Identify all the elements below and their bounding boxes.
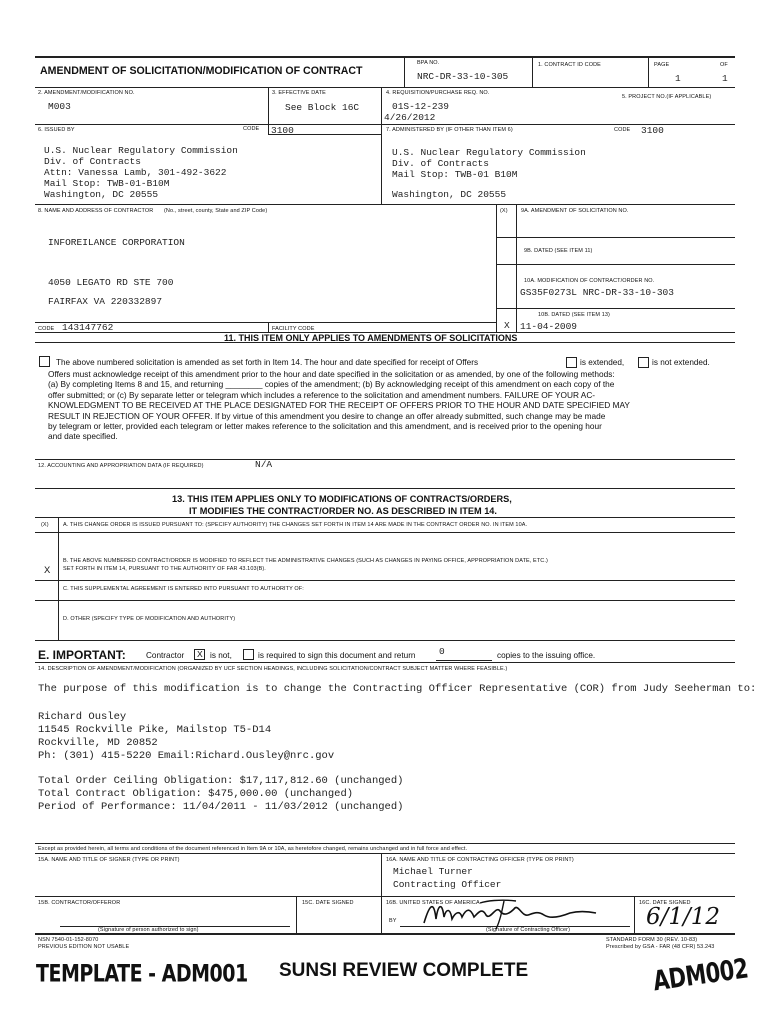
item13-c-text: C. THIS SUPPLEMENTAL AGREEMENT IS ENTERED INTO PURSUANT TO AUTHORITY OF: — [63, 586, 304, 592]
vline-row2-2 — [381, 87, 382, 124]
important-contractor: Contractor — [146, 651, 185, 660]
rule-item12-top — [35, 459, 735, 460]
nsn-text: NSN 7540-01-152-8070 — [38, 937, 99, 943]
admin-code-label: CODE — [614, 127, 631, 133]
item13-title-2: IT MODIFIES THE CONTRACT/ORDER NO. AS DESCRIBED IN ITEM 14. — [189, 506, 497, 516]
item13-d-text: D. OTHER (SPECIFY TYPE OF MODIFICATION AND AUTHORITY) — [63, 616, 236, 622]
issued-line-3: Attn: Vanessa Lamb, 301-492-3622 — [44, 167, 227, 178]
rule-10a — [496, 308, 735, 309]
contractor-city: FAIRFAX VA 220332897 — [48, 296, 163, 307]
item14-line-9: Total Contract Obligation: $475,000.00 (unchanged) — [38, 788, 354, 800]
item13-a-text: A. THIS CHANGE ORDER IS ISSUED PURSUANT TO: (SPECIFY AUTHORITY) THE CHANGES SET FORTH IN ITEM 14 ARE MADE IN THE CONTRACT ORDER NO. IN ITEM 10A. — [63, 522, 528, 528]
vline-15c — [296, 896, 297, 933]
contractor-code-value: 143147762 — [62, 322, 114, 333]
vline-row8-x — [496, 204, 497, 332]
project-label: 5. PROJECT NO.(IF APPLICABLE) — [622, 94, 712, 100]
officer-signature — [420, 897, 600, 931]
of-label: OF — [720, 62, 728, 68]
officer-name: Michael Turner — [393, 866, 473, 877]
requisition-value-1: 01S-12-239 — [392, 101, 450, 112]
contractor-hint: (No., street, county, State and ZIP Code) — [164, 208, 268, 214]
item14-line-5: Rockville, MD 20852 — [38, 737, 158, 749]
signature-person-label: (Signature of person authorized to sign) — [98, 927, 199, 933]
mod-label: 10A. MODIFICATION OF CONTRACT/ORDER NO. — [524, 278, 655, 284]
usa-label: 16B. UNITED STATES OF AMERICA — [386, 900, 480, 906]
item11-para-line: and date specified. — [48, 431, 118, 442]
item11-para-line: (a) By completing Items 8 and 15, and returning ________ copies of the amendment; (b) By acknowledging receipt of this amendment on each copy of the — [48, 379, 615, 390]
by-label: BY — [389, 918, 397, 924]
rule-9a — [496, 237, 735, 238]
rule-13a — [35, 532, 735, 533]
important-copies-text: copies to the issuing office. — [497, 651, 596, 660]
dated-10b-value: 11-04-2009 — [520, 321, 578, 332]
rule-9b — [496, 264, 735, 265]
officer-label: 16A. NAME AND TITLE OF CONTRACTING OFFICER (TYPE OR PRINT) — [386, 857, 574, 863]
contractor-name: INFOREILANCE CORPORATION — [48, 237, 185, 248]
previous-edition-text: PREVIOUS EDITION NOT USABLE — [38, 944, 130, 950]
item13-x-col: (X) — [41, 522, 49, 528]
dated-9b-label: 9B. DATED (SEE ITEM 11) — [524, 248, 593, 254]
item14-line-3: Richard Ousley — [38, 711, 127, 723]
item11-line1: The above numbered solicitation is amended as set forth in Item 14. The hour and date specified for receipt of Offers — [56, 358, 479, 367]
rule-item12-bottom — [35, 488, 735, 489]
signature-co-label: (Signature of Contracting Officer) — [486, 927, 571, 933]
is-extended-text: is extended, — [580, 358, 625, 367]
sunsi-stamp: SUNSI REVIEW COMPLETE — [279, 960, 529, 981]
is-not-mark: X — [197, 649, 203, 660]
vline-header-1 — [404, 56, 405, 87]
item13-b-text-2: SET FORTH IN ITEM 14, PURSUANT TO THE AUTHORITY OF FAR 43.103(B). — [63, 566, 266, 572]
item11-para-line: Offers must acknowledge receipt of this amendment prior to the hour and date specified in the solicitation or as amended, by one of the following methods: — [48, 369, 615, 379]
item13-b-mark: X — [44, 565, 51, 577]
issued-by-label: 6. ISSUED BY — [38, 127, 75, 133]
admin-line-2: Div. of Contracts — [392, 158, 489, 169]
rule-form-bottom — [35, 933, 735, 935]
item14-label: 14. DESCRIPTION OF AMENDMENT/MODIFICATION (ORGANIZED BY UCF SECTION HEADINGS, INCLUDING SOLICITATION/CONTRACT SUBJECT MATTER WHERE FEASIBLE.) — [38, 666, 508, 672]
rule-important — [35, 662, 735, 663]
important-is-required: is required to sign this document and return — [258, 651, 416, 660]
rule-item13-title — [35, 517, 735, 518]
vline-header-3 — [648, 56, 649, 87]
admin-code-value: 3100 — [641, 125, 664, 136]
item11-para-line: offer submitted; or (c) By separate letter or telegram which includes a reference to the solicitation and amendment numbers. FAILURE OF YOUR AC- — [48, 389, 596, 400]
vline-row6 — [381, 124, 382, 204]
rule-header-bottom — [35, 87, 735, 88]
adm-stamp: ADM002 — [651, 952, 750, 997]
form-title: AMENDMENT OF SOLICITATION/MODIFICATION OF CONTRACT — [40, 65, 363, 77]
rule-item14-bottom — [35, 843, 735, 844]
top-rule — [35, 56, 735, 58]
signer-label: 15A. NAME AND TITLE OF SIGNER (TYPE OR PRINT) — [38, 857, 180, 863]
template-stamp: TEMPLATE - ADM001 — [36, 960, 248, 988]
page-value: 1 — [675, 73, 681, 84]
prescribed-text: Prescribed by GSA - FAR (48 CFR) 53.243 — [606, 944, 715, 950]
rule-15a — [35, 896, 735, 897]
important-is-not: is not, — [210, 651, 232, 660]
date-signed-16c: 16C. DATE SIGNED — [639, 900, 691, 906]
item11-para-line: by telegram or letter, provided each telegram or letter makes reference to the solicitation and this amendment, and is received prior to the opening hour — [48, 421, 602, 432]
except-text: Except as provided herein, all terms and conditions of the document referenced in Item 9A or 10A, as heretofore changed, remains unchanged and in full force and effect. — [38, 846, 468, 852]
accounting-label: 12. ACCOUNTING AND APPROPRIATION DATA (IF REQUIRED) — [38, 463, 204, 469]
item14-line-4: 11545 Rockville Pike, Mailstop T5-D14 — [38, 724, 272, 736]
vline-facility — [268, 322, 269, 332]
effective-date-value: See Block 16C — [285, 102, 360, 113]
page-label: PAGE — [654, 62, 670, 68]
admin-line-5: Washington, DC 20555 — [392, 189, 507, 200]
vline-row8-main — [516, 204, 517, 332]
contractor-street: 4050 LEGATO RD STE 700 — [48, 277, 174, 288]
item14-line-10: Period of Performance: 11/04/2011 - 11/03/2012 (unchanged) — [38, 801, 404, 813]
vline-header-2 — [532, 56, 533, 87]
item14-line-1: The purpose of this modification is to change the Contracting Officer Representative (COR) from Judy Seeherman to: — [38, 683, 757, 695]
bpa-label: BPA NO. — [417, 60, 440, 66]
issued-code-value: 3100 — [271, 125, 294, 136]
accounting-value: N/A — [255, 459, 273, 470]
amend-sol-label: 9A. AMENDMENT OF SOLICITATION NO. — [521, 208, 629, 214]
contractor-offeror-label: 15B. CONTRACTOR/OFFEROR — [38, 900, 121, 906]
not-extended-checkbox[interactable] — [638, 357, 649, 368]
copies-underline — [436, 660, 492, 661]
rule-13d — [35, 640, 735, 641]
mod-value: GS35F0273L NRC-DR-33-10-303 — [520, 287, 674, 298]
item11-para-line: KNOWLEDGMENT TO BE RECEIVED AT THE PLACE DESIGNATED FOR THE RECEIPT OF OFFERS PRIOR TO THE HOUR AND DATE SPECIFIED MAY — [48, 400, 630, 411]
item14-line-8: Total Order Ceiling Obligation: $17,117,812.60 (unchanged) — [38, 775, 404, 787]
item13-b-text-1: B. THE ABOVE NUMBERED CONTRACT/ORDER IS MODIFIED TO REFLECT THE ADMINISTRATIVE CHANGES (SUCH AS CHANGES IN PAYING OFFICE, APPROPRIATION DATE, ETC.) — [63, 558, 548, 564]
requisition-value-2: 4/26/2012 — [384, 112, 436, 123]
important-label: E. IMPORTANT: — [38, 648, 126, 662]
copies-value: 0 — [439, 646, 445, 657]
bpa-value: NRC-DR-33-10-305 — [417, 71, 509, 82]
vline-code6 — [268, 124, 269, 134]
item13-title-1: 13. THIS ITEM APPLIES ONLY TO MODIFICATIONS OF CONTRACTS/ORDERS, — [172, 494, 512, 504]
vline-row2-1 — [268, 87, 269, 124]
admin-label: 7. ADMINISTERED BY (IF OTHER THAN ITEM 6) — [386, 127, 513, 133]
admin-line-3: Mail Stop: TWB-01 B10M — [392, 169, 518, 180]
rule-row2-bottom — [35, 124, 735, 125]
admin-line-1: U.S. Nuclear Regulatory Commission — [392, 147, 586, 158]
dated-10b-label: 10B. DATED (SEE ITEM 13) — [538, 312, 610, 318]
is-required-checkbox[interactable] — [243, 649, 254, 660]
issued-line-5: Washington, DC 20555 — [44, 189, 159, 200]
standard-form-text: STANDARD FORM 30 (REV. 10-83) — [606, 937, 698, 943]
extended-checkbox[interactable] — [566, 357, 577, 368]
date-signed-value: 6/1/12 — [646, 904, 721, 930]
amendment-label: 2. AMENDMENT/MODIFICATION NO. — [38, 90, 135, 96]
item14-line-6: Ph: (301) 415-5220 Email:Richard.Ousley@nrc.gov — [38, 750, 335, 762]
facility-label: FACILITY CODE — [272, 326, 315, 332]
item11-paragraph — [48, 369, 630, 442]
issued-line-1: U.S. Nuclear Regulatory Commission — [44, 145, 238, 156]
issued-line-4: Mail Stop: TWB-01-B10M — [44, 178, 170, 189]
effective-date-label: 3. EFFECTIVE DATE — [272, 90, 326, 96]
requisition-label: 4. REQUISITION/PURCHASE REQ. NO. — [386, 90, 490, 96]
pages-value: 1 — [722, 73, 728, 84]
x-mark-10b: X — [504, 320, 510, 331]
rule-13b — [35, 580, 735, 581]
rule-row6-bottom — [35, 204, 735, 205]
vline-item13-x — [58, 517, 59, 640]
rule-13c — [35, 600, 735, 601]
issued-code-label: CODE — [243, 126, 260, 132]
item11-para-line: RESULT IN REJECTION OF YOUR OFFER. If by virtue of this amendment you desire to change an offer already submitted, such change may be made — [48, 410, 606, 421]
contractor-code-label: CODE — [38, 326, 55, 332]
item11-checkbox[interactable] — [39, 356, 50, 367]
is-not-extended-text: is not extended. — [652, 358, 710, 367]
item11-title: 11. THIS ITEM ONLY APPLIES TO AMENDMENTS OF SOLICITATIONS — [224, 333, 518, 343]
officer-title: Contracting Officer — [393, 879, 502, 890]
amendment-value: M003 — [48, 101, 71, 112]
contractor-label: 8. NAME AND ADDRESS OF CONTRACTOR — [38, 208, 154, 214]
vline-16c — [634, 896, 635, 933]
issued-line-2: Div. of Contracts — [44, 156, 141, 167]
x-col-label: (X) — [500, 208, 508, 214]
date-signed-15c: 15C. DATE SIGNED — [302, 900, 354, 906]
vline-15-16 — [381, 853, 382, 933]
contract-id-label: 1. CONTRACT ID CODE — [538, 62, 601, 68]
rule-except — [35, 853, 735, 854]
